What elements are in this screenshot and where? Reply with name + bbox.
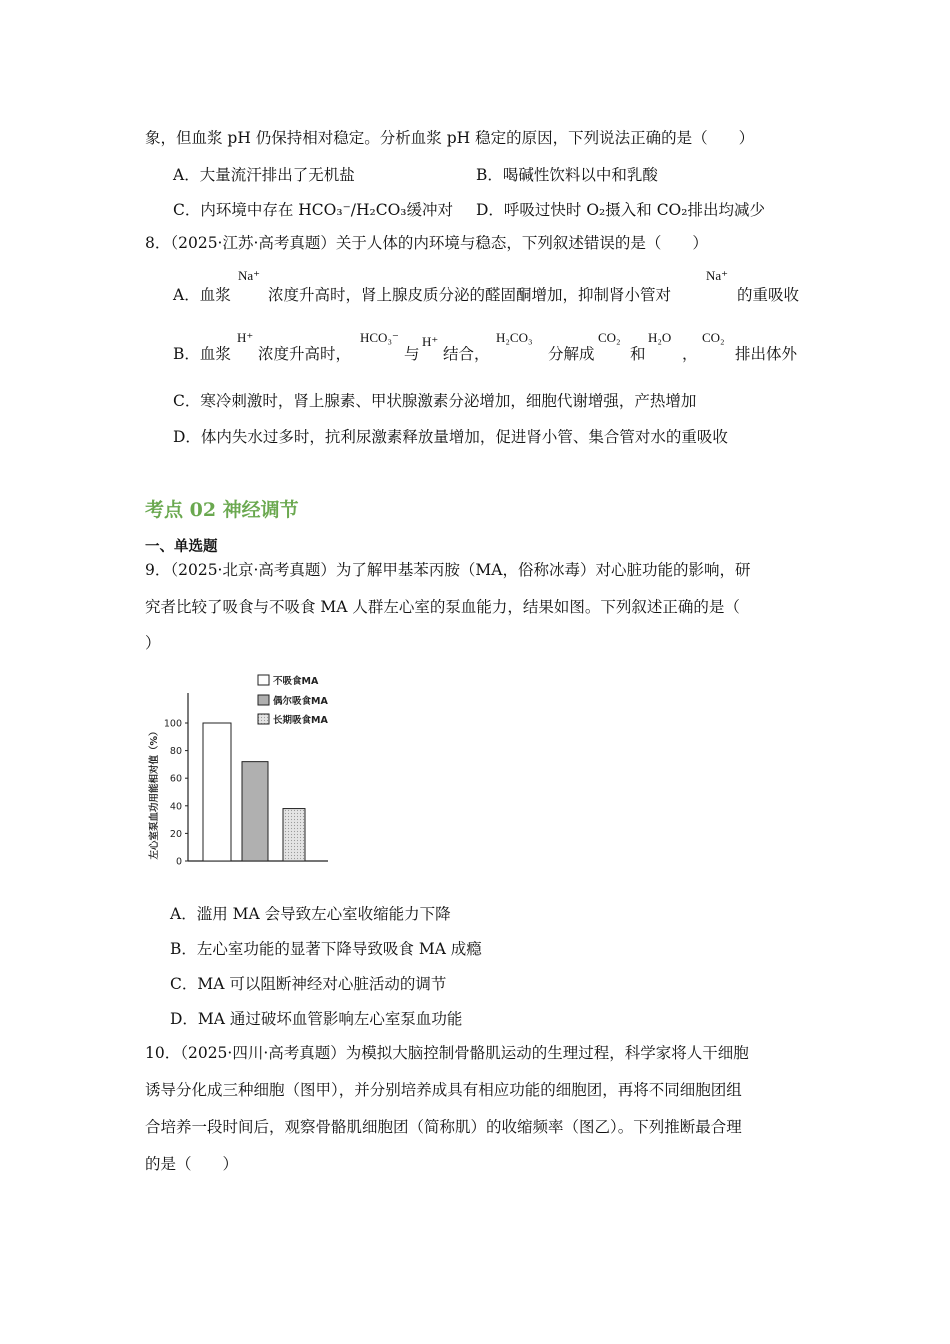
chart-bar — [242, 762, 268, 861]
q8-option-b-hco3: HCO₃⁻ — [360, 330, 399, 345]
q8-option-b-t4: 分解成 — [548, 345, 595, 363]
chart-legend — [258, 675, 328, 726]
chart-bars — [203, 723, 305, 861]
q8-option-b-t1: 浓度升高时， — [258, 345, 352, 363]
q8-option-b-h2: H⁺ — [422, 334, 439, 349]
q8-option-b-t5: 和 — [630, 345, 646, 363]
chart-legend-label: 不吸食MA — [273, 676, 319, 687]
chart-y-tick-label: 0 — [175, 856, 182, 868]
q8-option-b-h1: H⁺ — [237, 330, 254, 345]
q10-stem-line4: 的是（ ） — [145, 1155, 239, 1173]
chart-y-tick-label: 60 — [169, 773, 182, 785]
chart-legend-swatch — [258, 675, 269, 685]
q9-stem-line1: 9．（2025·北京·高考真题）为了解甲基苯丙胺（MA，俗称冰毒）对心脏功能的影响，研 — [145, 561, 751, 579]
chart-legend-label: 长期吸食MA — [273, 715, 328, 726]
q7-stem-tail: 象，但血浆 pH 仍保持相对稳定。分析血浆 pH 稳定的原因，下列说法正确的是（ ） — [145, 129, 755, 147]
q10-stem-line2: 诱导分化成三种细胞（图甲），并分别培养成具有相应功能的细胞团，再将不同细胞团组 — [145, 1081, 742, 1099]
q8-option-a-na2: Na⁺ — [706, 268, 729, 283]
q7-option-b: B．喝碱性饮料以中和乳酸 — [476, 166, 658, 184]
q8-option-b-t6: ， — [682, 345, 698, 363]
q7-option-c: C．内环境中存在 HCO₃⁻/H₂CO₃缓冲对 — [173, 201, 453, 219]
q10-stem-line1: 10．（2025·四川·高考真题）为模拟大脑控制骨骼肌运动的生理过程，科学家将人干细胞 — [145, 1044, 749, 1062]
q7-option-d: D．呼吸过快时 O₂摄入和 CO₂排出均减少 — [476, 201, 765, 219]
chart-legend-swatch — [258, 714, 269, 724]
q9-bar-chart — [140, 665, 340, 870]
q8-option-c: C．寒冷刺激时，肾上腺素、甲状腺激素分泌增加，细胞代谢增强，产热增加 — [173, 392, 697, 410]
q8-option-b-co2a: CO₂ — [598, 330, 621, 345]
q9-option-c: C．MA 可以阻断神经对心脏活动的调节 — [170, 975, 447, 993]
chart-y-tick-label: 80 — [169, 746, 182, 758]
q8-option-a-mid: 浓度升高时，肾上腺皮质分泌的醛固酮增加，抑制肾小管对 — [268, 286, 672, 304]
q9-stem-line2: 究者比较了吸食与不吸食 MA 人群左心室的泵血能力，结果如图。下列叙述正确的是（ — [145, 598, 740, 616]
chart-bar — [203, 723, 231, 861]
q8-option-b-prefix: B．血浆 — [173, 345, 231, 363]
chart-y-tick-label: 100 — [163, 718, 182, 730]
q9-option-a: A．滥用 MA 会导致左心室收缩能力下降 — [170, 905, 451, 923]
q9-option-b: B．左心室功能的显著下降导致吸食 MA 成瘾 — [170, 940, 482, 958]
chart-bar — [283, 809, 305, 861]
q8-option-b-h2co3: H₂CO₃ — [496, 330, 533, 345]
chart-legend-label: 偶尔吸食MA — [273, 696, 328, 707]
q8-option-b-co2b: CO₂ — [702, 330, 725, 345]
chart-legend-swatch — [258, 695, 269, 705]
chart-y-tick-label: 20 — [169, 828, 182, 840]
chart-ticks — [164, 719, 188, 868]
q9-stem-line3: ） — [145, 634, 161, 652]
q8-stem: 8．（2025·江苏·高考真题）关于人体的内环境与稳态，下列叙述错误的是（ ） — [145, 234, 708, 252]
q8-option-a-suffix: 的重吸收 — [737, 286, 800, 304]
q8-option-b-t3: 结合， — [443, 345, 490, 363]
q8-option-b-t2: 与 — [404, 345, 420, 363]
q8-option-d: D．体内失水过多时，抗利尿激素释放量增加，促进肾小管、集合管对水的重吸收 — [173, 428, 728, 446]
q8-option-b-h2o: H₂O — [648, 330, 672, 345]
section-title: 考点 02 神经调节 — [145, 499, 299, 521]
section-subtitle: 一、单选题 — [145, 538, 218, 555]
chart-ylabel: 左心室泵血功用能相对值（%） — [149, 726, 160, 860]
q8-option-a-prefix: A．血浆 — [173, 286, 231, 304]
chart-y-tick-label: 40 — [169, 801, 182, 813]
q10-stem-line3: 合培养一段时间后，观察骨骼肌细胞团（简称肌）的收缩频率（图乙）。下列推断最合理 — [145, 1118, 742, 1136]
q9-option-d: D．MA 通过破坏血管影响左心室泵血功能 — [170, 1010, 463, 1028]
q8-option-b-t7: 排出体外 — [735, 345, 798, 363]
q7-option-a: A．大量流汗排出了无机盐 — [173, 166, 355, 184]
q8-option-a-na1: Na⁺ — [238, 268, 261, 283]
